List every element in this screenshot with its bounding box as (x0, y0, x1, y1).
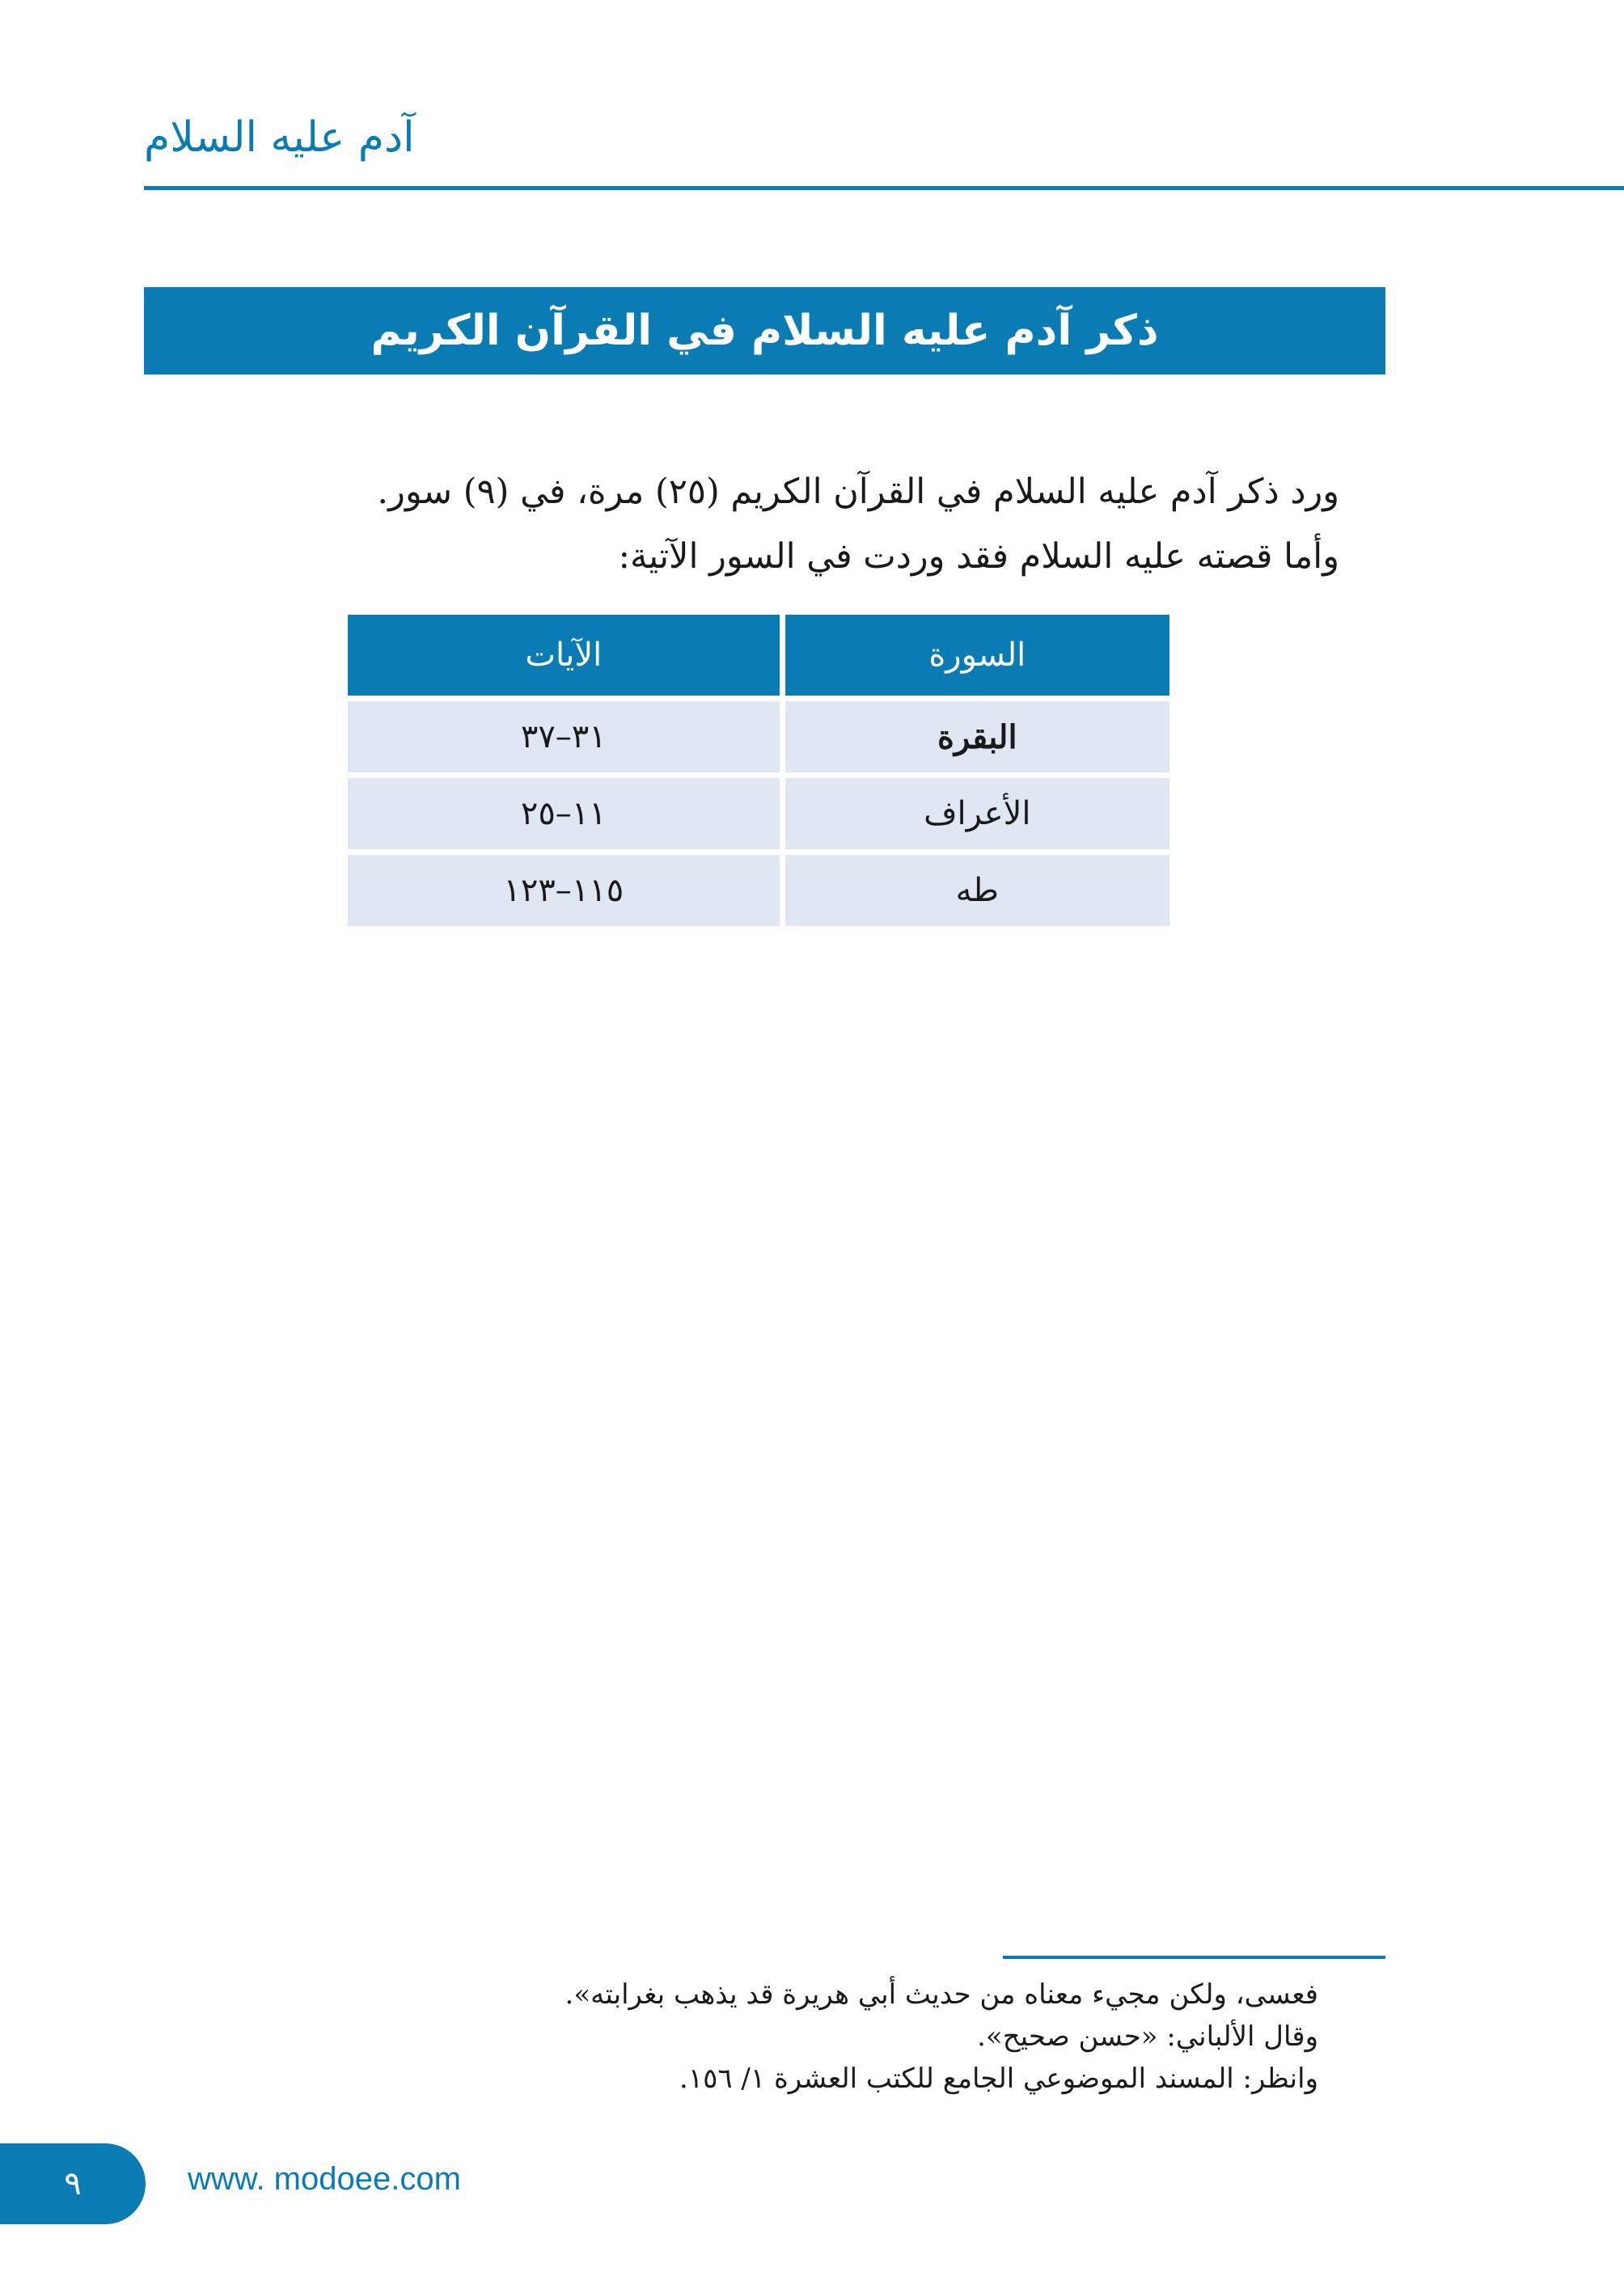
table-row (348, 778, 1169, 849)
surah-verses-table (342, 609, 1175, 932)
verses-cell: ٣١–٣٧ (348, 701, 780, 772)
section-title: ذكر آدم عليه السلام في القرآن الكريم (370, 307, 1159, 355)
surah-cell: الأعراف (785, 778, 1169, 849)
footnote-line-1: فعسى، ولكن مجيء معناه من حديث أبي هريرة قد يذهب بغرابته». (565, 1978, 1318, 2011)
table-row (348, 701, 1169, 772)
intro-line-2: وأما قصته عليه السلام فقد وردت في السور الآتية: (618, 536, 1339, 577)
header-surah: السورة (785, 615, 1169, 696)
header-verses: الآيات (348, 615, 780, 696)
page-number: ٩ (64, 2165, 82, 2202)
page-number-tab (0, 2143, 146, 2224)
footnotes (429, 1974, 1318, 2100)
header-divider (144, 186, 1624, 190)
website-link[interactable]: www. modoee.com (188, 2161, 461, 2197)
table-row (348, 855, 1169, 926)
surah-cell: البقرة (785, 701, 1169, 772)
intro-paragraph (369, 459, 1339, 589)
intro-line-1: ورد ذكر آدم عليه السلام في القرآن الكريم (٢٥) مرة، في (٩) سور. (377, 472, 1339, 512)
verses-cell: ١١–٢٥ (348, 778, 780, 849)
footnote-line-3: وانظر: المسند الموضوعي الجامع للكتب العشرة ١/ ١٥٦. (679, 2062, 1318, 2095)
section-title-banner (144, 287, 1385, 374)
surah-cell: طه (785, 855, 1169, 926)
footnote-line-2: وقال الألباني: «حسن صحيح». (977, 2020, 1318, 2053)
verses-cell: ١١٥–١٢٣ (348, 855, 780, 926)
table-header-row (348, 615, 1169, 696)
running-header-title: آدم عليه السلام (144, 113, 415, 162)
footnote-divider (1003, 1956, 1385, 1959)
